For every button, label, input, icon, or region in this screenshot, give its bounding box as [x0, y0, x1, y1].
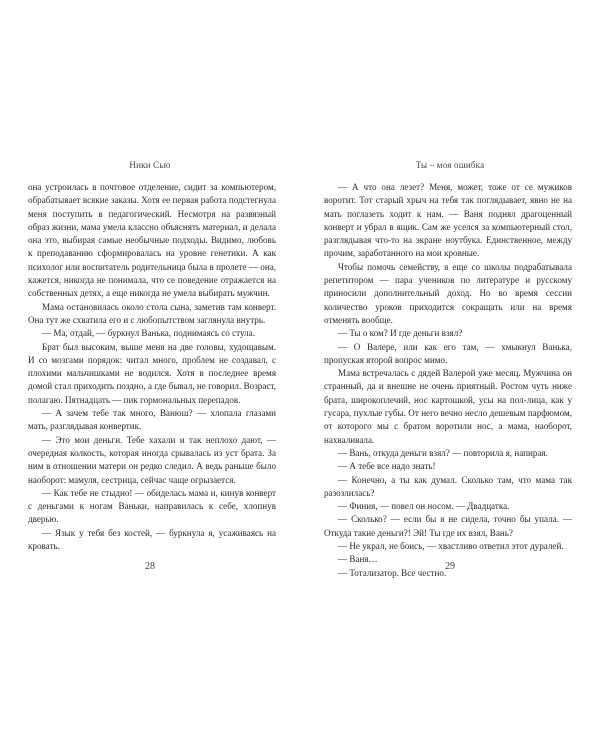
- paragraph: Мама остановилась около стола сына, заметив там конверт. Она тут же схватила его и с любопытством заглянула внутрь.: [28, 301, 276, 325]
- right-page: [300, 0, 600, 750]
- paragraph: — О Валере, или как его там, — хмыкнул Ванька, пропуская второй вопрос мимо.: [324, 341, 572, 365]
- paragraph: — Язык у тебя без костей, — буркнула я, усаживаясь на кровать.: [28, 527, 276, 552]
- paragraph: она устроилась в почтовое отделение, сидит за компьютером, обрабатывает всякие заказы. Хотя ее первая работа подстегнула меня поступить в педагогический. Несмотря на развязный образ жизни, мама умела классно объяснять материал, и делала она это, выбирая самые необычные подходы. Видимо, любовь к преподаванию сформировалась на уровне генетики. А как психолог или воспитатель родительница была в пролете — она, кажется, никогда не понимала, что се поведение отражается на собственных детях, а еще никогда не умела выбирать мужчин.: [28, 182, 276, 299]
- paragraph: — Тотализатор. Все честно.: [338, 567, 447, 578]
- paragraph: Брат был высоким, выше меня на две головы, худощавым. И со мозгами порядок: читал много, проблем не создавал, с плохими мальчишками не водился. Хотя в последнее время домой стал приходить поздно, а где бывал, не говорил. Возраст, полагаю. Пятнадцать — пик гормональных перепадов.: [28, 341, 276, 405]
- paragraph: — Это мои деньги. Тебе хахали и так неплохо дают, — очередная колкость, которая иногда срывалась из уст брата. За ним в отношении матери он редко следил. А ведь раньше было наоборот: мамуля, сестрица, сейчас чаще огрызается.: [28, 434, 276, 485]
- paragraph: Чтобы помочь семейству, я еще со школы подрабатывала репетитором — пара учеников по литературе и русскому приносили дополнительный доход. Но во время сессии количество уроков приходится сокращать или на время отменять вообще.: [324, 261, 572, 325]
- paragraph: — Финия, — повел он носом. — Двадцатка.: [338, 501, 510, 512]
- page-number-right: 29: [445, 561, 455, 572]
- running-header-author: Ники Сью: [129, 160, 171, 170]
- paragraph: Мама встречалась с дядей Валерой уже месяц. Мужчина он странный, да и внешне не очень приятный. Ростом чуть ниже брата, широкоплечий, нос картошкой, усы на пол-лица, как у гусара, пухлые губы. От него вечно несло дешевым парфюмом, от которого мы с братом воротили нос, а мама, наоборот, нахваливала.: [324, 368, 572, 445]
- paragraph: — Вань, откуда деньги взял? — повторила я, напирая.: [338, 447, 548, 458]
- paragraph: — Конечно, а ты как думал. Сколько там, что мама так разозлилась?: [324, 474, 572, 498]
- paragraph: — Сколько? — если бы я не сидела, точно бы упала. — Откуда такие деньги?! Эй! Ты где их взял, Вань?: [324, 514, 572, 538]
- paragraph: — Ты о ком? И где деньги взял?: [338, 328, 463, 339]
- paragraph: — Ма, отдай, — буркнул Ванька, поднимаясь со стула.: [42, 328, 255, 339]
- paragraph: — Ваня…: [338, 554, 378, 565]
- page-number-left: 28: [145, 561, 155, 572]
- paragraph: — А зачем тебе так много, Ванюш? — хлопала глазами мать, разглядывая конвертик.: [28, 408, 276, 432]
- paragraph: — Как тебе не стыдно! — обиделась мама и, кинув конверт с деньгами к ногам Ваньки, направилась к себе, хлопнув дверью.: [28, 487, 276, 525]
- left-page-body: [28, 181, 276, 553]
- right-page-body: [324, 181, 572, 580]
- paragraph: — А тебе все надо знать!: [338, 461, 436, 472]
- paragraph: — А что она лезет? Меня, может, тоже от се мужиков воротит. Тот старый хрыч на тебя так поглядывает, явно не на мать поглазеть ходит к нам. — Ваня поднял драгоценный конверт и убрал в ящик. Сам же уселся за компьютерный стол, разглядывая что-то на экране ноутбука. Единственное, между прочим, заработанного на мои кровные.: [324, 182, 572, 259]
- running-header-title: Ты – моя ошибка: [415, 160, 485, 170]
- paragraph: — Не украл, не боись, — хвастливо ответил этот дуралей.: [338, 541, 564, 552]
